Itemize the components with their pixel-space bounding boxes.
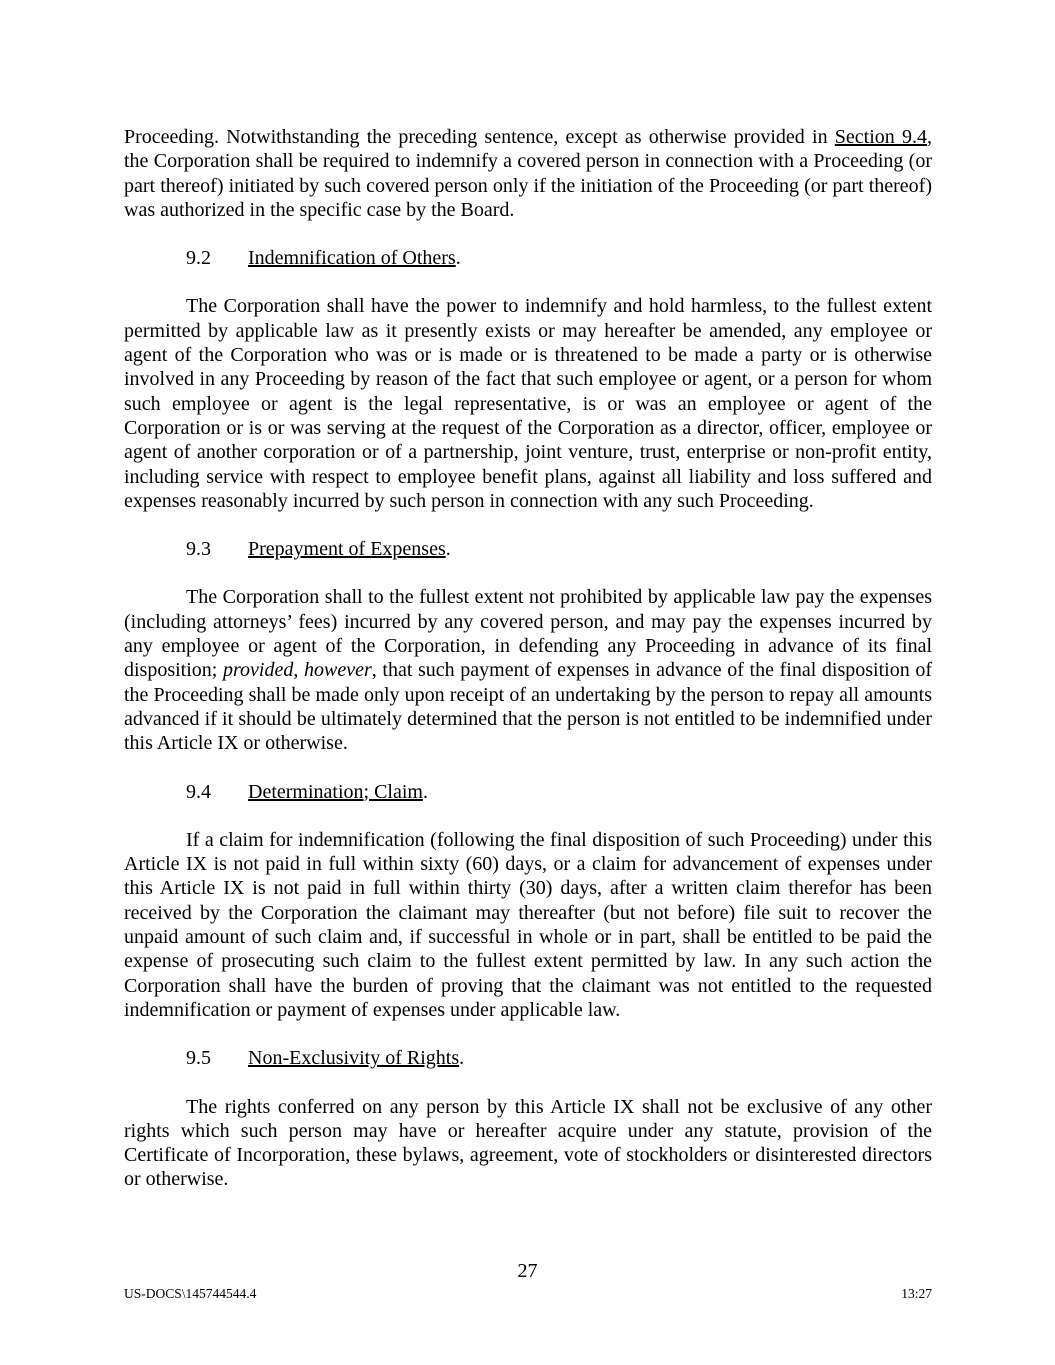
section-number: 9.3 — [186, 538, 211, 561]
section-title: Determination; Claim — [248, 780, 423, 803]
section-heading-9-2 — [124, 246, 932, 270]
section-title-period: . — [455, 247, 461, 270]
section-heading-9-3 — [124, 537, 932, 561]
page-number: 27 — [517, 1260, 538, 1282]
section-title: Non-Exclusivity of Rights — [248, 1047, 460, 1070]
doc-id: US-DOCS\145744544.4 — [124, 1286, 257, 1301]
footer — [124, 1286, 932, 1302]
section-title-period: . — [422, 780, 428, 803]
section-paragraph-9-4: If a claim for indemnification (following the final disposition of such Proceeding) under this Article IX is not paid in full within sixty (60) days, or a claim for advancement of expenses under this Article IX is not paid in full within thirty (30) days, after a written claim therefor has been received by the Corporation the claimant may thereafter (but not before) file suit to recover the unpaid amount of such claim and, if successful in whole or in part, shall be entitled to be paid the expense of prosecuting such claim to the fullest extent permitted by law. In any such action the Corporation shall have the burden of proving that the claimant was not entitled to the requested indemnification or payment of expenses under applicable law. — [124, 828, 932, 1021]
timestamp: 13:27 — [901, 1286, 932, 1301]
section-title: Prepayment of Expenses — [248, 538, 446, 561]
section-paragraph-9-2: The Corporation shall have the power to indemnify and hold harmless, to the fullest extent permitted by applicable law as it presently exists or may hereafter be amended, any employee or agent of the Corporation who was or is made or is threatened to be made a party or is otherwise involved in any Proceeding by reason of the fact that such employee or agent, or a person for whom such employee or agent is the legal representative, is or was an employee or agent of the Corporation or is or was serving at the request of the Corporation as a director, officer, employee or agent of another corporation or of a partnership, joint venture, trust, enterprise or non-profit entity, including service with respect to employee benefit plans, against all liability and loss suffered and expenses reasonably incurred by such person in connection with any such Proceeding. — [124, 295, 932, 512]
section-title: Indemnification of Others — [248, 247, 456, 270]
section-number: 9.4 — [186, 780, 211, 803]
intro-paragraph: Proceeding. Notwithstanding the preceding sentence, except as otherwise provided in Section 9.4, the Corporation shall be required to indemnify a covered person in connection with a Proceeding (or part thereof) initiated by such covered person only if the initiation of the Proceeding (or part thereof) was authorized in the specific case by the Board. — [124, 126, 932, 221]
section-title-period: . — [445, 538, 451, 561]
section-heading-9-5 — [124, 1046, 932, 1070]
section-title-period: . — [459, 1047, 465, 1070]
section-number: 9.5 — [186, 1047, 211, 1070]
section-number: 9.2 — [186, 247, 211, 270]
section-paragraph-9-3: The Corporation shall to the fullest extent not prohibited by applicable law pay the expenses (including attorneys’ fees) incurred by any covered person, and may pay the expenses incurred by any employee or agent of the Corporation, in defending any Proceeding in advance of its final disposition; provided, however, that such payment of expenses in advance of the final disposition of the Proceeding shall be made only upon receipt of an undertaking by the person to repay all amounts advanced if it should be ultimately determined that the person is not entitled to be indemnified under this Article IX or otherwise. — [124, 586, 932, 755]
section-paragraph-9-5: The rights conferred on any person by this Article IX shall not be exclusive of any other rights which such person may have or hereafter acquire under any statute, provision of the Certificate of Incorporation, these bylaws, agreement, vote of stockholders or disinterested directors or otherwise. — [124, 1095, 932, 1191]
document-body — [124, 125, 932, 1216]
section-heading-9-4 — [124, 780, 932, 804]
